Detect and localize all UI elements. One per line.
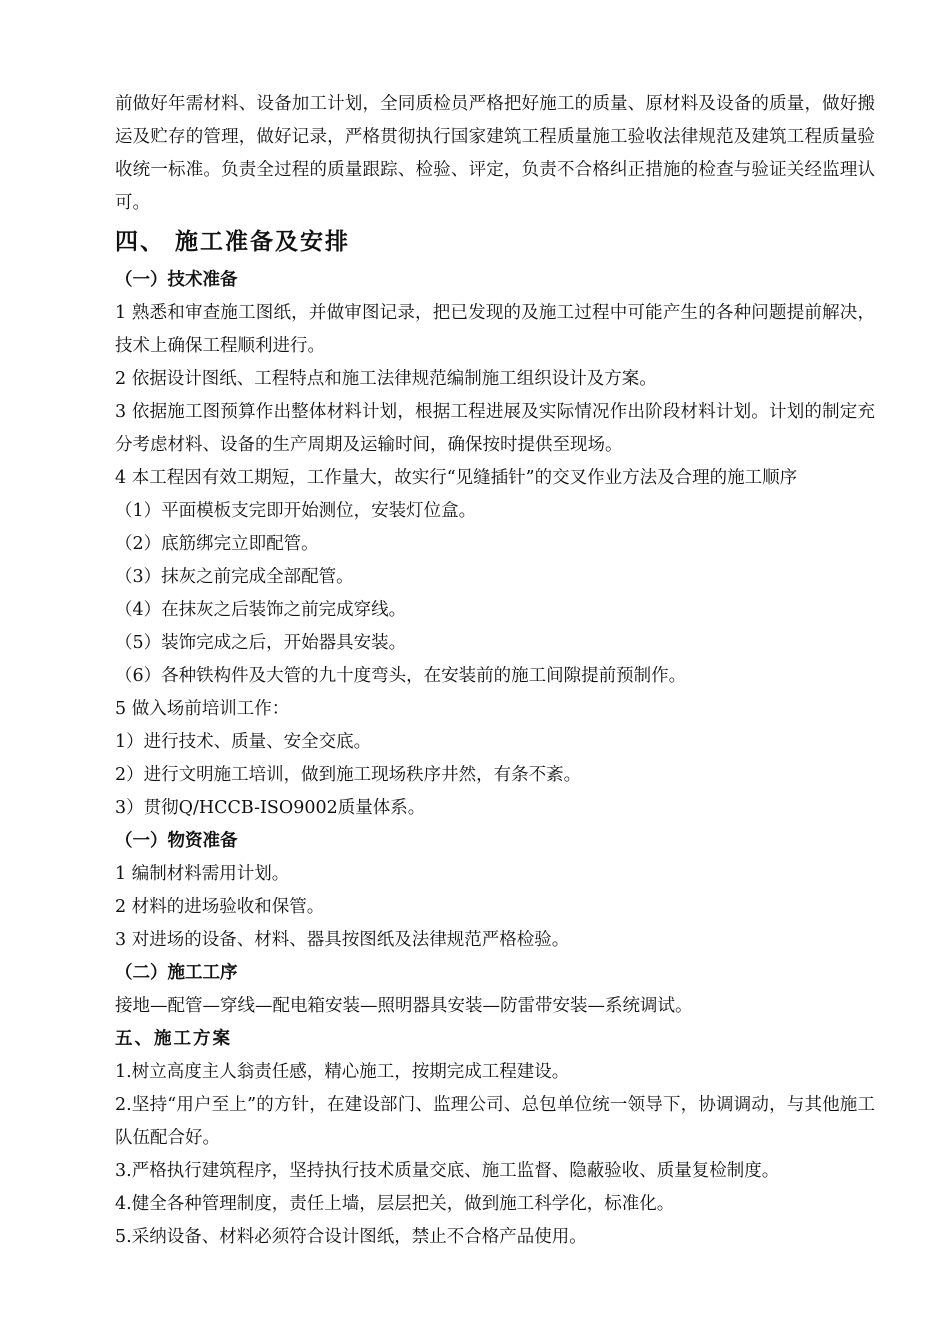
tech-prep-item: 2）进行文明施工培训，做到施工现场秩序井然，有条不紊。 — [115, 765, 582, 785]
tech-prep-item: （3）抹灰之前完成全部配管。 — [115, 567, 354, 587]
plan-item: 1.树立高度主人翁责任感，精心施工，按期完成工程建设。 — [115, 1062, 570, 1082]
plan-item: 3.严格执行建筑程序，坚持执行技术质量交底、施工监督、隐蔽验收、质量复检制度。 — [115, 1161, 780, 1181]
procedure-heading: （二）施工工序 — [115, 963, 238, 983]
tech-prep-item: （2）底筋绑完立即配管。 — [115, 534, 319, 554]
intro-paragraph: 前做好年需材料、设备加工计划，全同质检员严格把好施工的质量、原材料及设备的质量，做好搬运及贮存的管理，做好记录，严格贯彻执行国家建筑工程质量施工验收法律规范及建筑工程质量验收统一标准。负责全过程的质量跟踪、检验、评定，负责不合格纠正措施的检查与验证关经监理认可。 — [115, 94, 875, 213]
material-prep-item: 1 编制材料需用计划。 — [115, 864, 290, 884]
procedure-text: 接地—配管—穿线—配电箱安装—照明器具安装—防雷带安装—系统调试。 — [115, 996, 693, 1016]
tech-prep-item: 3）贯彻Q/HCCB-ISO9002质量体系。 — [115, 798, 426, 818]
tech-prep-item: 3 依据施工图预算作出整体材料计划，根据工程进展及实际情况作出阶段材料计划。计划的制定充分考虑材料、设备的生产周期及运输时间，确保按时提供至现场。 — [115, 402, 875, 455]
plan-item: 5.采纳设备、材料必须符合设计图纸，禁止不合格产品使用。 — [115, 1227, 587, 1247]
material-prep-item: 3 对进场的设备、材料、器具按图纸及法律规范严格检验。 — [115, 930, 570, 950]
tech-prep-item: 5 做入场前培训工作： — [115, 699, 290, 719]
tech-prep-item: （1）平面模板支完即开始测位，安装灯位盒。 — [115, 501, 477, 521]
material-prep-heading: （一）物资准备 — [115, 831, 238, 851]
tech-prep-item: （5）装饰完成之后，开始器具安装。 — [115, 633, 407, 653]
tech-prep-heading: （一）技术准备 — [115, 270, 238, 290]
tech-prep-item: （6）各种铁构件及大管的九十度弯头，在安装前的施工间隙提前预制作。 — [115, 666, 687, 686]
plan-item: 2.坚持“用户至上”的方针，在建设部门、监理公司、总包单位统一领导下，协调调动，与其他施工队伍配合好。 — [115, 1095, 875, 1148]
tech-prep-item: （4）在抹灰之后装饰之前完成穿线。 — [115, 600, 407, 620]
tech-prep-item: 1）进行技术、质量、安全交底。 — [115, 732, 372, 752]
tech-prep-item: 4 本工程因有效工期短，工作量大，故实行“见缝插针”的交叉作业方法及合理的施工顺序 — [115, 468, 798, 488]
tech-prep-item: 2 依据设计图纸、工程特点和施工法律规范编制施工组织设计及方案。 — [115, 369, 657, 389]
tech-prep-item: 1 熟悉和审查施工图纸，并做审图记录，把已发现的及施工过程中可能产生的各种问题提前解决，技术上确保工程顺利进行。 — [115, 303, 875, 356]
document-page — [115, 88, 875, 1254]
plan-item: 4.健全各种管理制度，责任上墙，层层把关，做到施工科学化，标准化。 — [115, 1194, 675, 1214]
section-4-title: 四、 施工准备及安排 — [115, 229, 351, 255]
material-prep-item: 2 材料的进场验收和保管。 — [115, 897, 325, 917]
section-5-title: 五、施工方案 — [115, 1029, 232, 1049]
